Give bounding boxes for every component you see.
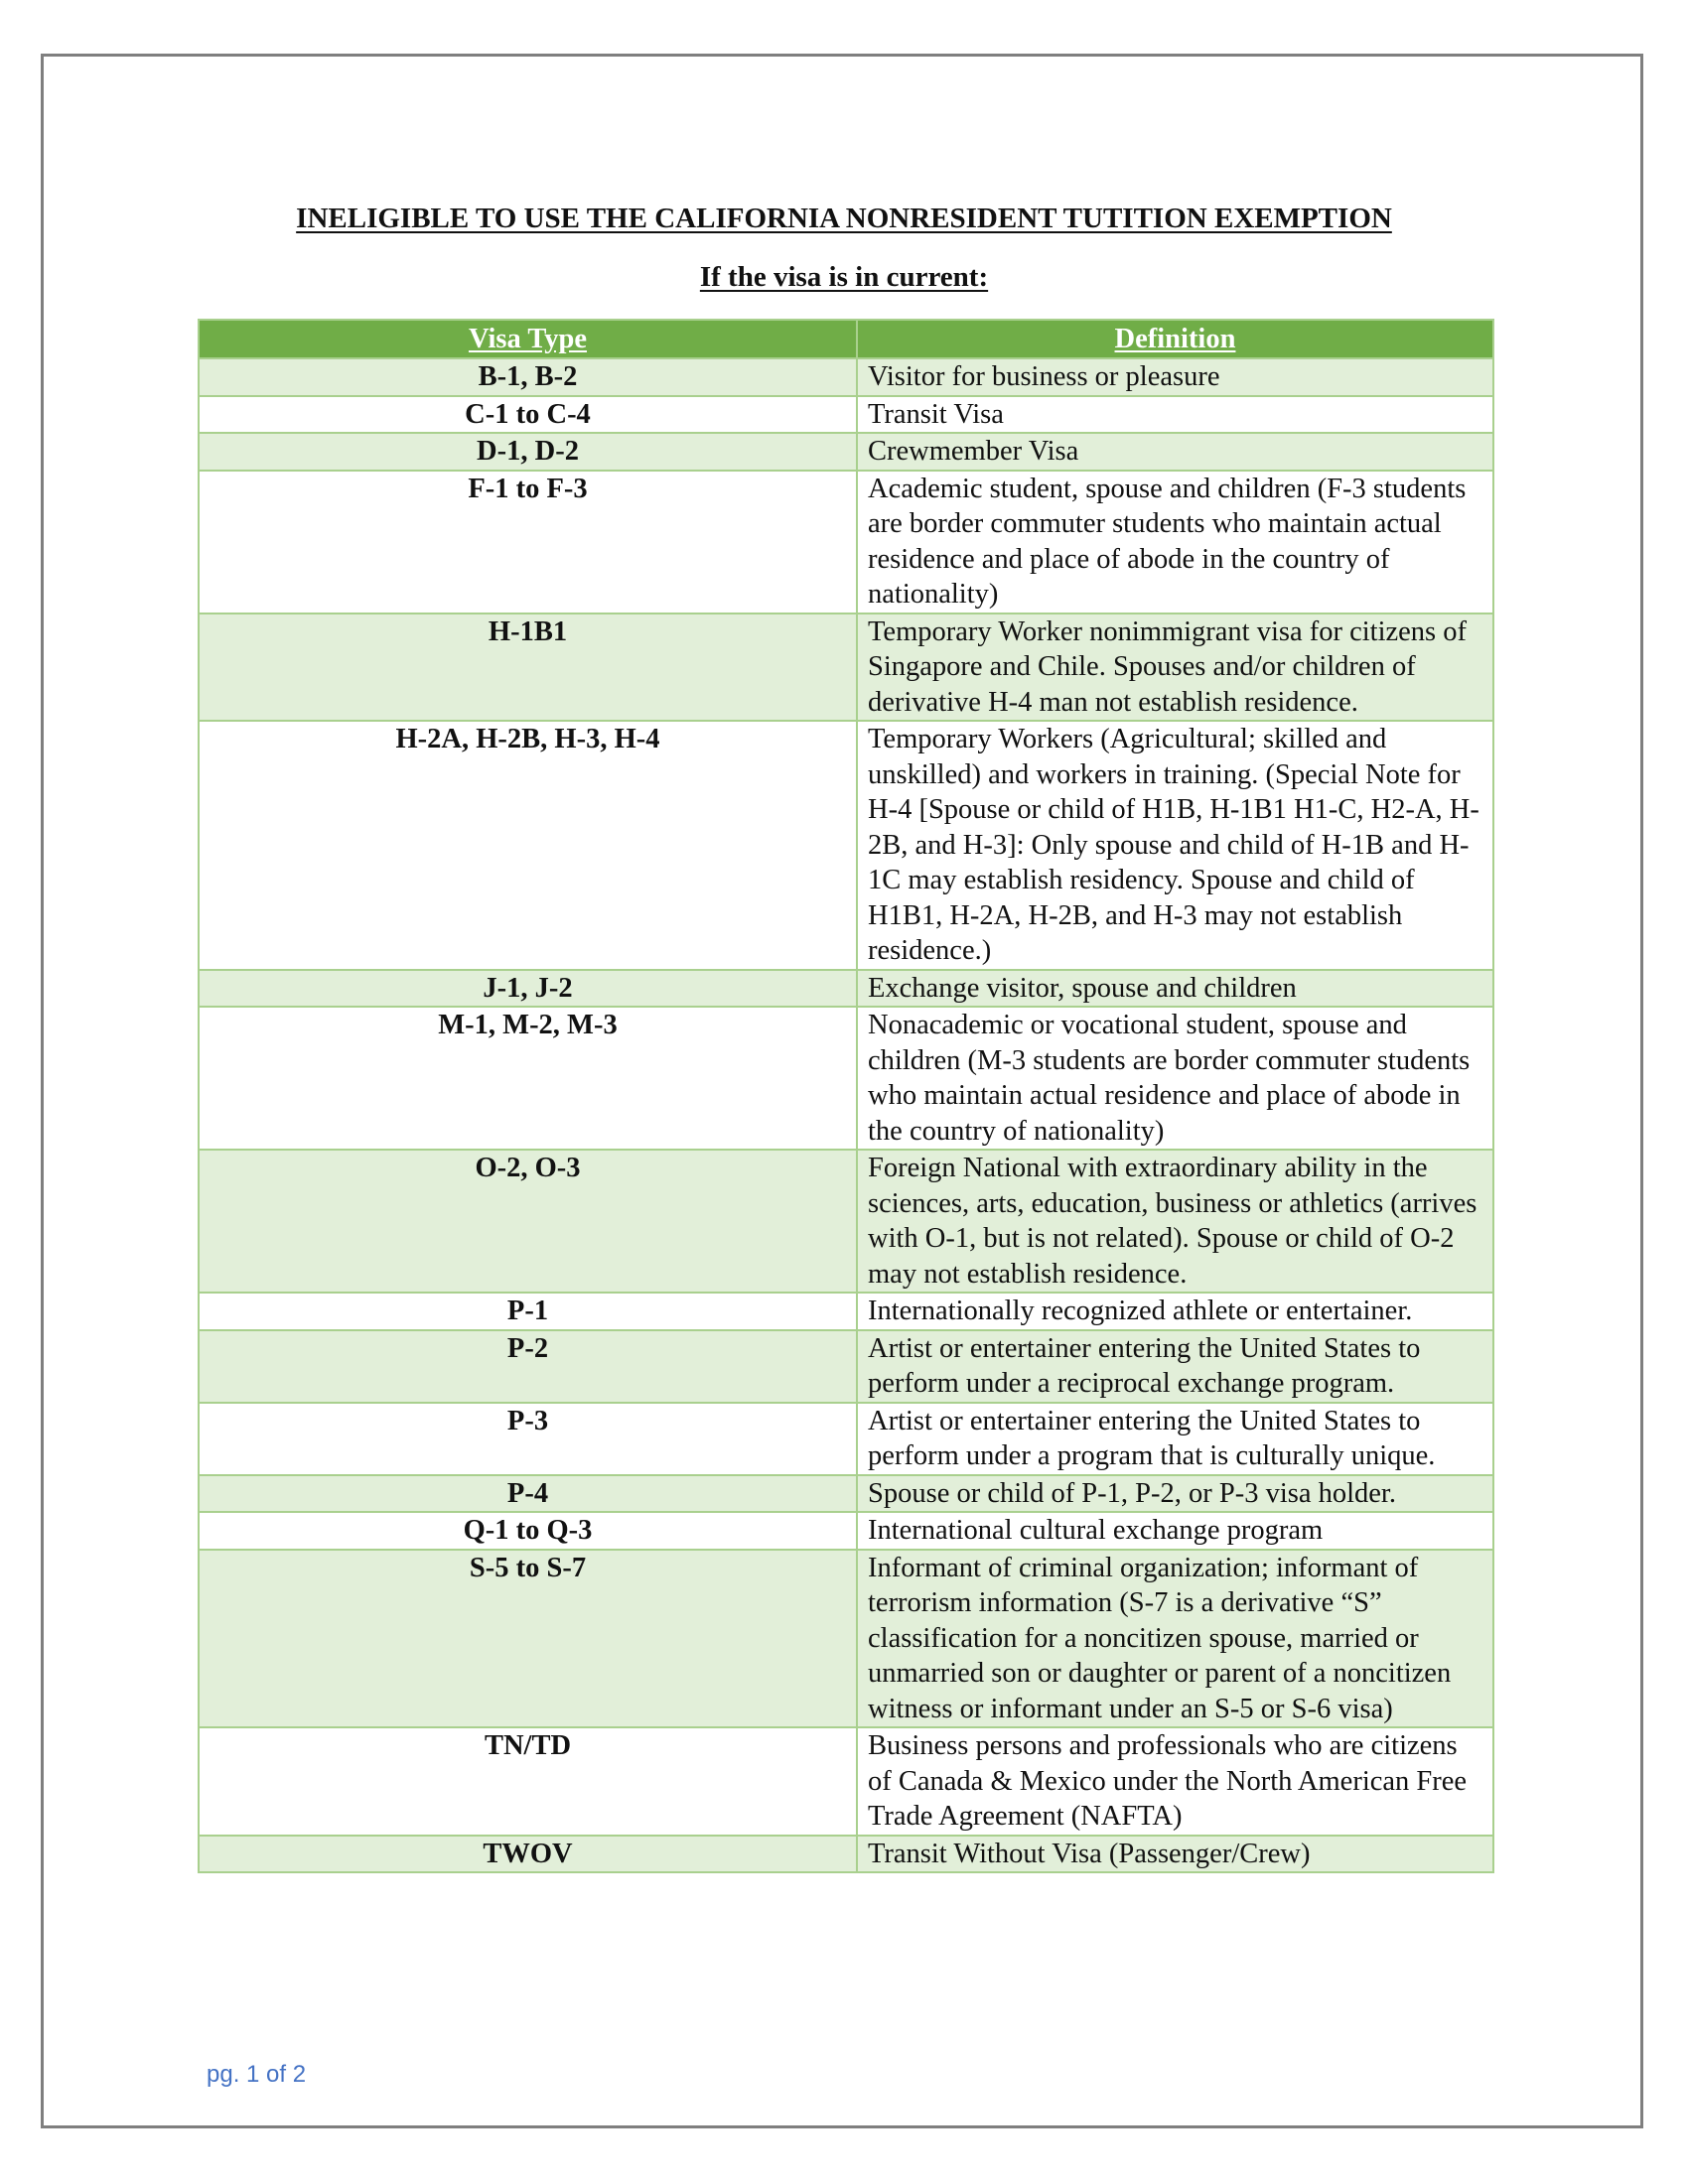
visa-type-cell: F-1 to F-3 (199, 471, 857, 614)
visa-type-cell: D-1, D-2 (199, 433, 857, 471)
visa-type-cell: O-2, O-3 (199, 1150, 857, 1293)
definition-cell: Artist or entertainer entering the United States to perform under a program that is culturally unique. (857, 1403, 1493, 1475)
table-row (199, 1727, 1493, 1836)
page-number: pg. 1 of 2 (207, 2061, 307, 2088)
definition-cell: Temporary Worker nonimmigrant visa for citizens of Singapore and Chile. Spouses and/or children of derivative H-4 man not establish residence. (857, 614, 1493, 722)
definition-cell: Business persons and professionals who are citizens of Canada & Mexico under the North American Free Trade Agreement (NAFTA) (857, 1727, 1493, 1836)
definition-cell: Transit Visa (857, 396, 1493, 434)
column-header-visa-type: Visa Type (199, 320, 857, 358)
visa-type-cell: P-1 (199, 1293, 857, 1330)
visa-type-cell: H-2A, H-2B, H-3, H-4 (199, 721, 857, 970)
visa-type-cell: TN/TD (199, 1727, 857, 1836)
visa-type-cell: Q-1 to Q-3 (199, 1512, 857, 1550)
visa-type-cell: S-5 to S-7 (199, 1550, 857, 1728)
document-title: INELIGIBLE TO USE THE CALIFORNIA NONRESIDENT TUTITION EXEMPTION (296, 203, 1392, 234)
definition-cell: International cultural exchange program (857, 1512, 1493, 1550)
table-row (199, 721, 1493, 970)
definition-cell: Academic student, spouse and children (F-3 students are border commuter students who maintain actual residence and place of abode in the country of nationality) (857, 471, 1493, 614)
visa-type-cell: P-4 (199, 1475, 857, 1513)
table-row (199, 1512, 1493, 1550)
table-row (199, 396, 1493, 434)
definition-cell: Internationally recognized athlete or entertainer. (857, 1293, 1493, 1330)
table-row (199, 1293, 1493, 1330)
table-row (199, 433, 1493, 471)
definition-cell: Informant of criminal organization; informant of terrorism information (S-7 is a derivative “S” classification for a noncitizen spouse, married or unmarried son or daughter or parent of a noncitizen witness or informant under an S-5 or S-6 visa) (857, 1550, 1493, 1728)
table-row (199, 1150, 1493, 1293)
definition-cell: Temporary Workers (Agricultural; skilled and unskilled) and workers in training. (Special Note for H-4 [Spouse or child of H1B, H-1B1 H1-C, H2-A, H-2B, and H-3]: Only spouse and child of H-1B and H-1C may establish residency. Spouse and child of H1B1, H-2A, H-2B, and H-3 may not establish residence.) (857, 721, 1493, 970)
definition-cell: Spouse or child of P-1, P-2, or P-3 visa holder. (857, 1475, 1493, 1513)
definition-cell: Exchange visitor, spouse and children (857, 970, 1493, 1008)
visa-type-cell: C-1 to C-4 (199, 396, 857, 434)
visa-table (198, 319, 1494, 1873)
visa-type-cell: M-1, M-2, M-3 (199, 1007, 857, 1150)
definition-cell: Visitor for business or pleasure (857, 358, 1493, 396)
visa-type-cell: TWOV (199, 1836, 857, 1873)
definition-cell: Artist or entertainer entering the United States to perform under a reciprocal exchange program. (857, 1330, 1493, 1403)
table-row (199, 1403, 1493, 1475)
table-row (199, 1550, 1493, 1728)
column-header-definition: Definition (857, 320, 1493, 358)
definition-cell: Crewmember Visa (857, 433, 1493, 471)
table-row (199, 358, 1493, 396)
document-subtitle: If the visa is in current: (699, 261, 989, 293)
table-row (199, 1330, 1493, 1403)
definition-cell: Foreign National with extraordinary ability in the sciences, arts, education, business or athletics (arrives with O-1, but is not related). Spouse or child of O-2 may not establish residence. (857, 1150, 1493, 1293)
table-row (199, 1836, 1493, 1873)
definition-cell: Nonacademic or vocational student, spouse and children (M-3 students are border commuter students who maintain actual residence and place of abode in the country of nationality) (857, 1007, 1493, 1150)
table-row (199, 970, 1493, 1008)
table-header-row (199, 320, 1493, 358)
table-row (199, 1007, 1493, 1150)
definition-cell: Transit Without Visa (Passenger/Crew) (857, 1836, 1493, 1873)
visa-type-cell: P-2 (199, 1330, 857, 1403)
table-row (199, 471, 1493, 614)
visa-type-cell: H-1B1 (199, 614, 857, 722)
visa-type-cell: P-3 (199, 1403, 857, 1475)
visa-type-cell: J-1, J-2 (199, 970, 857, 1008)
table-row (199, 1475, 1493, 1513)
visa-type-cell: B-1, B-2 (199, 358, 857, 396)
table-row (199, 614, 1493, 722)
